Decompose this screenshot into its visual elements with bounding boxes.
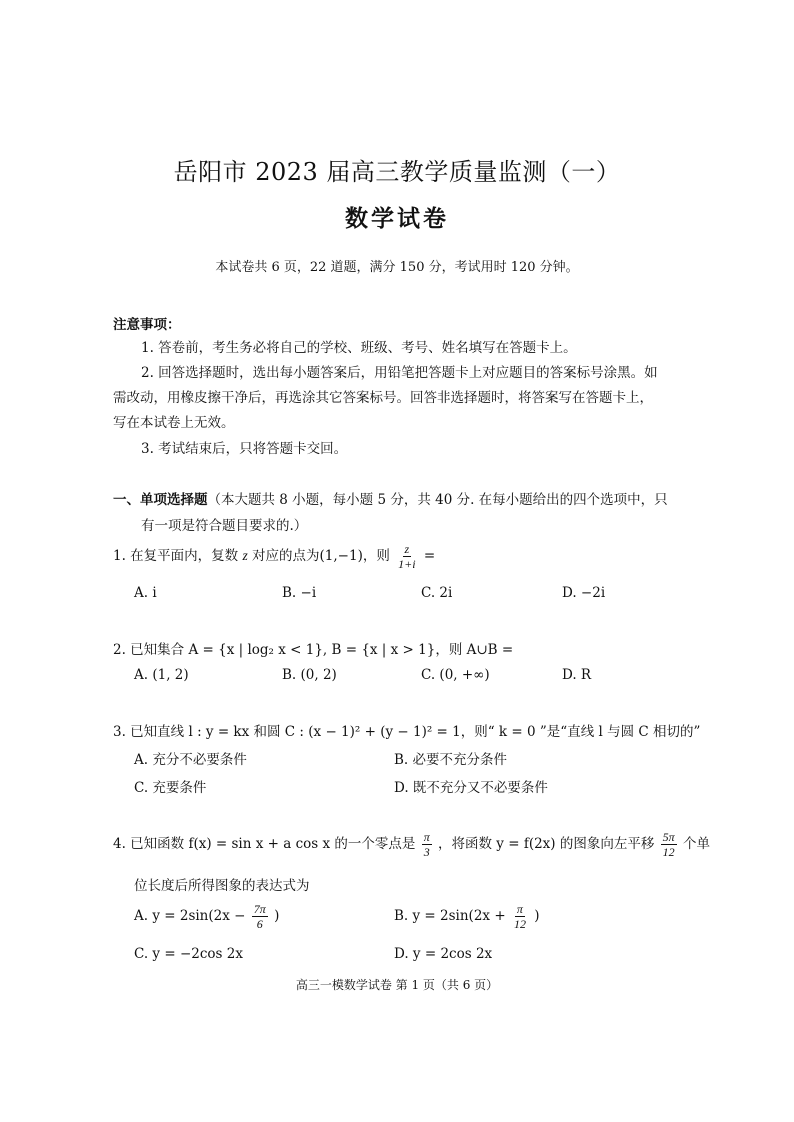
q4-opt-a-prefix: A. y = 2sin(2x − bbox=[134, 908, 246, 924]
q1-suffix: = bbox=[423, 548, 436, 564]
q1-option-c: C. 2i bbox=[421, 585, 453, 601]
page-footer: 高三一模数学试卷 第 1 页（共 6 页） bbox=[295, 978, 499, 992]
q4-suffix: 个单 bbox=[682, 836, 710, 852]
q2-option-c: C. (0, +∞) bbox=[421, 667, 490, 683]
q2-option-d: D. R bbox=[562, 667, 592, 683]
q3-option-d: D. 既不充分又不必要条件 bbox=[394, 780, 548, 796]
q4-opt-a-suffix: ) bbox=[274, 908, 280, 924]
question-3-stem: 3. 已知直线 l : y = kx 和圆 C : (x − 1)² + (y − 1)² = 1，则“ k = 0 ”是“直线 l 与圆 C 相切的” bbox=[113, 724, 701, 740]
notice-item-1: 1. 答卷前，考生务必将自己的学校、班级、考号、姓名填写在答题卡上。 bbox=[141, 340, 577, 356]
question-4-stem-line-1 bbox=[113, 830, 710, 859]
q2-option-b: B. (0, 2) bbox=[282, 667, 337, 683]
q4-prefix: 4. 已知函数 f(x) = sin x + a cos x 的一个零点是 bbox=[113, 836, 416, 852]
notice-item-2-line-1: 2. 回答选择题时，选出每小题答案后，用铅笔把答题卡上对应题目的答案标号涂黑。如 bbox=[141, 365, 658, 381]
q1-frac-den: 1+i bbox=[398, 557, 416, 571]
q4-opt-b-fraction bbox=[512, 902, 528, 931]
q1-mid: 对应的点为(1,−1)，则 bbox=[252, 548, 390, 564]
q1-fraction bbox=[396, 542, 417, 571]
q1-frac-num: z bbox=[404, 542, 410, 556]
q4-opt-a-fraction bbox=[252, 902, 268, 931]
q4-opt-b-num: π bbox=[516, 902, 523, 916]
q4-opt-b-suffix: ) bbox=[534, 908, 540, 924]
q3-option-b: B. 必要不充分条件 bbox=[394, 752, 508, 768]
q4-fraction-2 bbox=[661, 830, 677, 859]
q4-option-c: C. y = −2cos 2x bbox=[134, 946, 243, 962]
q3-option-c: C. 充要条件 bbox=[134, 780, 207, 796]
section-1-desc-line-1: （本大题共 8 小题，每小题 5 分，共 40 分. 在每小题给出的四个选项中，只 bbox=[207, 492, 668, 508]
q4-frac1-den: 3 bbox=[423, 845, 430, 859]
q4-opt-a-den: 6 bbox=[256, 917, 263, 931]
notice-item-2-line-2: 需改动，用橡皮擦干净后，再选涂其它答案标号。回答非选择题时，将答案写在答题卡上， bbox=[113, 390, 653, 406]
q1-option-a: A. i bbox=[134, 585, 157, 601]
exam-info: 本试卷共 6 页，22 道题，满分 150 分，考试用时 120 分钟。 bbox=[215, 260, 579, 275]
exam-title: 岳阳市 2023 届高三教学质量监测（一） bbox=[173, 158, 621, 186]
q4-frac2-num: 5π bbox=[662, 830, 675, 844]
q4-mid: ，将函数 y = f(2x) 的图象向左平移 bbox=[438, 836, 655, 852]
q1-var: z bbox=[242, 548, 248, 563]
q1-prefix: 1. 在复平面内，复数 bbox=[113, 548, 239, 564]
section-1-header bbox=[113, 488, 668, 508]
notice-item-2-line-3: 写在本试卷上无效。 bbox=[113, 415, 235, 431]
q1-option-b: B. −i bbox=[282, 585, 317, 601]
q4-opt-a-num: 7π bbox=[253, 902, 266, 916]
q4-option-d: D. y = 2cos 2x bbox=[394, 946, 493, 962]
q4-opt-b-den: 12 bbox=[513, 917, 526, 931]
q4-option-b bbox=[394, 902, 540, 931]
q2-option-a: A. (1, 2) bbox=[134, 667, 189, 683]
notice-item-3: 3. 考试结束后，只将答题卡交回。 bbox=[141, 441, 348, 457]
question-1-stem bbox=[113, 542, 435, 571]
section-1-desc-line-2: 有一项是符合题目要求的.） bbox=[141, 518, 308, 534]
section-1-heading: 一、单项选择题 bbox=[113, 492, 208, 508]
question-2-stem: 2. 已知集合 A = {x | log₂ x < 1}, B = {x | x > 1}，则 A∪B = bbox=[113, 642, 514, 658]
notice-heading: 注意事项： bbox=[113, 317, 181, 333]
q4-option-a bbox=[134, 902, 279, 931]
exam-subtitle: 数学试卷 bbox=[345, 205, 449, 232]
question-4-stem-line-2: 位长度后所得图象的表达式为 bbox=[134, 878, 310, 894]
q1-option-d: D. −2i bbox=[562, 585, 606, 601]
q3-option-a: A. 充分不必要条件 bbox=[134, 752, 247, 768]
q4-frac2-den: 12 bbox=[662, 845, 675, 859]
q4-fraction-1 bbox=[422, 830, 432, 859]
q4-opt-b-prefix: B. y = 2sin(2x + bbox=[394, 908, 506, 924]
q4-frac1-num: π bbox=[423, 830, 430, 844]
